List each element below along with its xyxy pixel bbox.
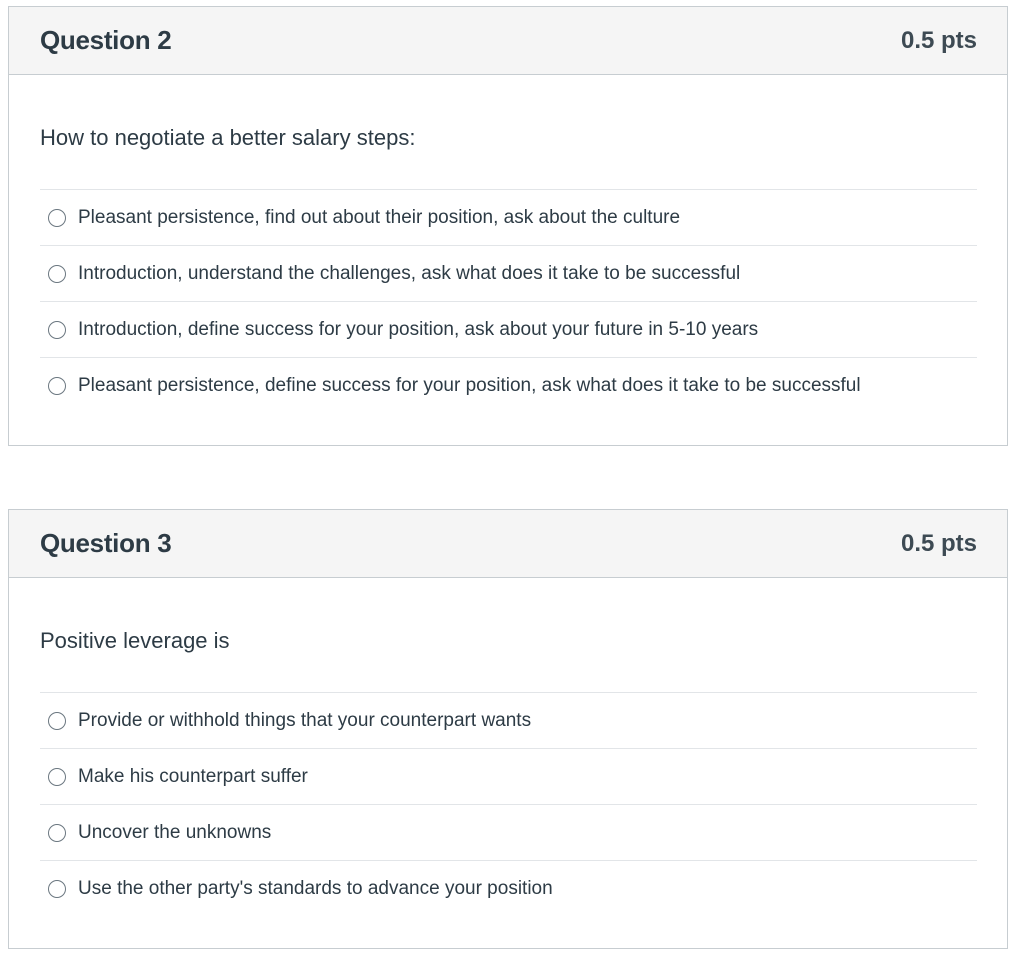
question-header — [9, 7, 1007, 75]
answer-label[interactable]: Provide or withhold things that your counterpart wants — [78, 709, 532, 731]
question-header — [9, 510, 1007, 578]
radio-button[interactable] — [48, 768, 66, 786]
answer-label[interactable]: Introduction, understand the challenges, ask what does it take to be successful — [78, 262, 741, 284]
answer-option[interactable] — [40, 302, 977, 358]
question-body — [9, 75, 1007, 414]
answer-label[interactable]: Use the other party's standards to advance your position — [78, 878, 553, 899]
answer-list — [40, 189, 977, 414]
radio-button[interactable] — [48, 265, 66, 283]
answer-option[interactable] — [40, 861, 977, 917]
question-text: Positive leverage is — [40, 628, 230, 653]
answer-option[interactable] — [40, 805, 977, 861]
radio-button[interactable] — [48, 209, 66, 227]
question-text: How to negotiate a better salary steps: — [40, 125, 416, 150]
answer-option[interactable] — [40, 358, 977, 414]
question-card-3 — [8, 509, 1008, 949]
radio-button[interactable] — [48, 377, 66, 395]
answer-label[interactable]: Introduction, define success for your position, ask about your future in 5-10 years — [78, 318, 759, 340]
answer-option[interactable] — [40, 190, 977, 246]
answer-list — [40, 692, 977, 917]
answer-option[interactable] — [40, 693, 977, 749]
answer-option[interactable] — [40, 749, 977, 805]
question-title: Question 2 — [40, 25, 172, 55]
answer-label[interactable]: Uncover the unknowns — [78, 821, 272, 843]
radio-button[interactable] — [48, 321, 66, 339]
answer-label[interactable]: Pleasant persistence, define success for your position, ask what does it take to be successful — [78, 375, 861, 396]
question-points: 0.5 pts — [900, 529, 977, 557]
answer-label[interactable]: Make his counterpart suffer — [78, 765, 308, 787]
question-title: Question 3 — [40, 528, 172, 558]
radio-button[interactable] — [48, 824, 66, 842]
question-body — [9, 578, 1007, 917]
question-points: 0.5 pts — [900, 26, 977, 54]
question-card-2 — [8, 6, 1008, 446]
answer-option[interactable] — [40, 246, 977, 302]
radio-button[interactable] — [48, 712, 66, 730]
radio-button[interactable] — [48, 880, 66, 898]
answer-label[interactable]: Pleasant persistence, find out about their position, ask about the culture — [78, 206, 681, 228]
